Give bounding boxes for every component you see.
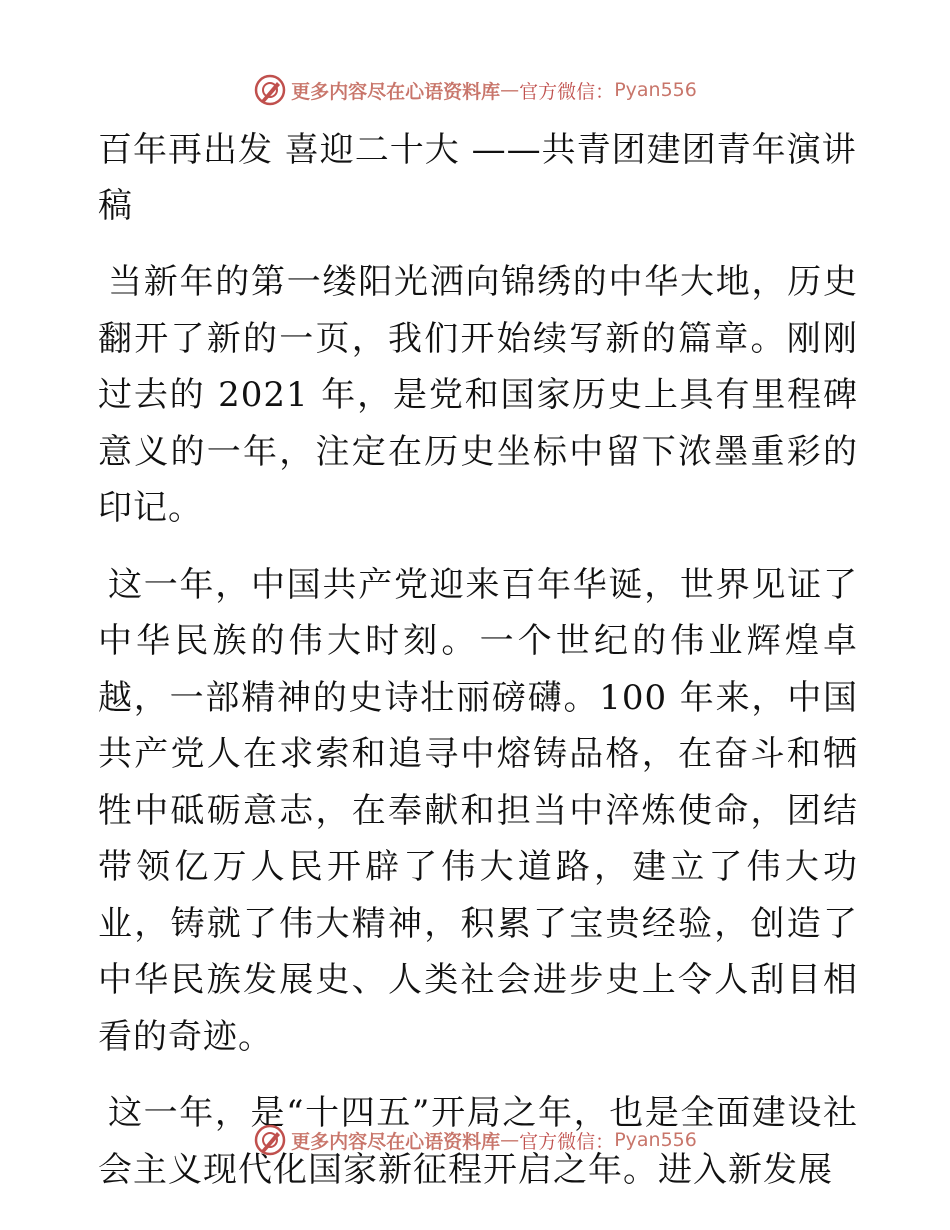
- watermark-wechat-label: 官方微信：: [519, 1130, 615, 1153]
- pen-circle-logo-icon: [253, 73, 287, 107]
- watermark-text: 更多内容尽在心语资料库: [291, 1130, 501, 1153]
- document-title: 百年再出发 喜迎二十大 ——共青团建团青年演讲稿: [98, 130, 857, 226]
- watermark-separator: —: [500, 1129, 520, 1151]
- watermark-text: 更多内容尽在心语资料库: [291, 80, 501, 103]
- watermark-banner-top: [0, 70, 950, 110]
- watermark-separator: —: [500, 79, 520, 101]
- watermark-banner-bottom: [0, 1120, 950, 1160]
- watermark-wechat-id: Pyan556: [614, 1129, 697, 1151]
- paragraph-1: 当新年的第一缕阳光洒向锦绣的中华大地，历史翻开了新的一页，我们开始续写新的篇章。刚刚过去的 2021 年，是党和国家历史上具有里程碑意义的一年，注定在历史坐标中留下浓墨重彩的印记。: [98, 262, 858, 528]
- watermark-wechat-label: 官方微信：: [519, 80, 615, 103]
- paragraph-2: 这一年，中国共产党迎来百年华诞，世界见证了中华民族的伟大时刻。一个世纪的伟业辉煌卓越，一部精神的史诗壮丽磅礴。100 年来，中国共产党人在求索和追寻中熔铸品格，在奋斗和牺牲中砥砺意志，在奉献和担当中淬炼使命，团结带领亿万人民开辟了伟大道路，建立了伟大功业，铸就了伟大精神，积累了宝贵经验，创造了中华民族发展史、人类社会进步史上令人刮目相看的奇迹。: [98, 564, 858, 1057]
- pen-circle-logo-icon: [253, 1123, 287, 1157]
- paragraph-3: 这一年，是“十四五”开局之年，也是全面建设社会主义现代化国家新征程开启之年。进入新发展: [98, 1093, 858, 1190]
- document-body: [98, 122, 858, 1218]
- watermark-wechat-id: Pyan556: [614, 79, 697, 101]
